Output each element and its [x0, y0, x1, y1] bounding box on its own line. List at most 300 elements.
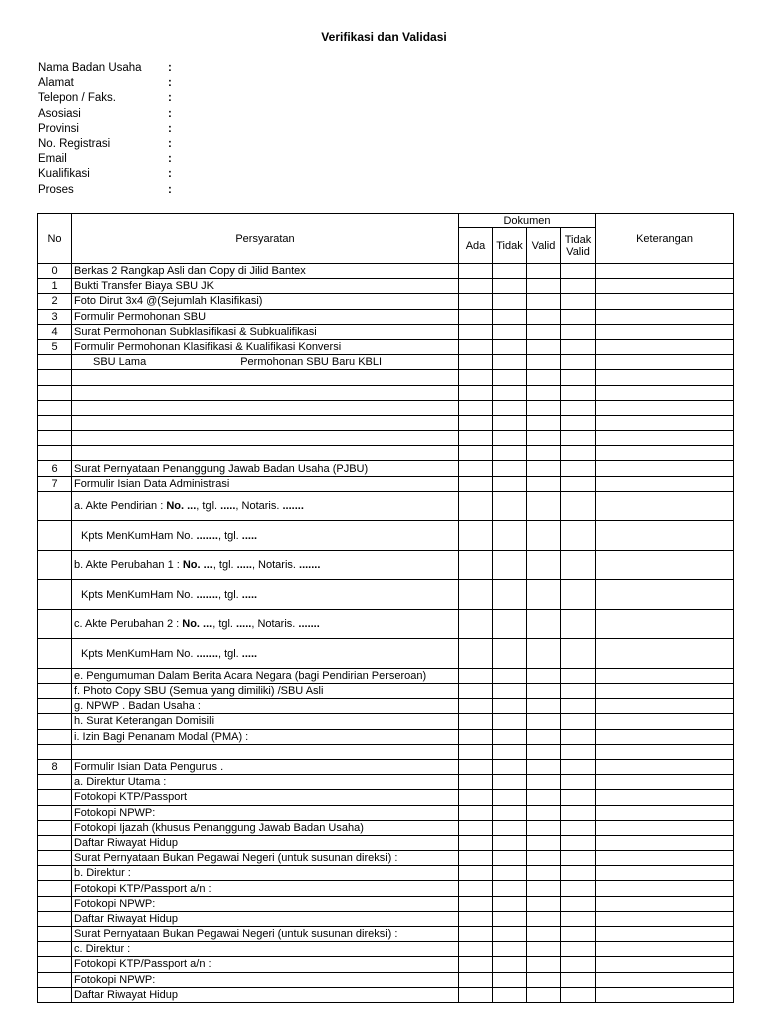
blank-requirement[interactable] [72, 744, 459, 759]
check-valid[interactable] [527, 684, 561, 699]
table-row [38, 896, 734, 911]
check-ada[interactable] [459, 415, 493, 430]
check-valid[interactable] [527, 714, 561, 729]
check-valid[interactable] [527, 355, 561, 370]
check-tidak[interactable] [493, 775, 527, 790]
kpts-tgl-label: , tgl. [217, 529, 242, 542]
check-tidak-valid[interactable] [561, 521, 596, 551]
check-valid[interactable] [527, 759, 561, 774]
check-tidak-valid[interactable] [561, 851, 596, 866]
check-ada[interactable] [459, 355, 493, 370]
info-row-provinsi [38, 122, 172, 137]
check-valid[interactable] [527, 790, 561, 805]
info-label: Proses [38, 183, 74, 196]
info-label: Kualifikasi [38, 168, 90, 181]
akte-label: c. Akte Perubahan 2 : [74, 618, 183, 631]
akte-no: No. ... [182, 559, 213, 572]
check-tidak[interactable] [493, 851, 527, 866]
keterangan-cell[interactable] [596, 415, 734, 430]
check-valid[interactable] [527, 927, 561, 942]
check-ada[interactable] [459, 699, 493, 714]
check-tidak[interactable] [493, 668, 527, 683]
check-valid[interactable] [527, 264, 561, 279]
keterangan-cell[interactable] [596, 987, 734, 1002]
check-tidak-valid[interactable] [561, 972, 596, 987]
check-tidak[interactable] [493, 491, 527, 521]
row-no [38, 415, 72, 430]
check-valid[interactable] [527, 729, 561, 744]
row-requirement: Fotokopi NPWP: [72, 805, 459, 820]
check-tidak[interactable] [493, 309, 527, 324]
row-no: 5 [38, 339, 72, 354]
company-info-section [38, 61, 172, 198]
check-valid[interactable] [527, 957, 561, 972]
check-tidak[interactable] [493, 550, 527, 580]
table-row-blank [38, 431, 734, 446]
check-tidak[interactable] [493, 805, 527, 820]
blank-requirement[interactable] [72, 385, 459, 400]
keterangan-cell[interactable] [596, 911, 734, 926]
blank-requirement[interactable] [72, 370, 459, 385]
check-ada[interactable] [459, 942, 493, 957]
akte-perubahan-2-cell [72, 609, 459, 639]
table-row-blank [38, 744, 734, 759]
check-tidak[interactable] [493, 324, 527, 339]
check-tidak[interactable] [493, 927, 527, 942]
check-ada[interactable] [459, 835, 493, 850]
check-tidak-valid[interactable] [561, 668, 596, 683]
check-valid[interactable] [527, 580, 561, 610]
check-ada[interactable] [459, 775, 493, 790]
check-tidak[interactable] [493, 339, 527, 354]
sbu-baru-label: Permohonan SBU Baru KBLI [240, 356, 383, 369]
check-valid[interactable] [527, 851, 561, 866]
row-no [38, 729, 72, 744]
check-tidak-valid[interactable] [561, 476, 596, 491]
check-tidak-valid[interactable] [561, 446, 596, 461]
check-ada[interactable] [459, 446, 493, 461]
check-valid[interactable] [527, 446, 561, 461]
row-no: 2 [38, 294, 72, 309]
check-ada[interactable] [459, 309, 493, 324]
check-tidak[interactable] [493, 639, 527, 669]
check-valid[interactable] [527, 431, 561, 446]
check-valid[interactable] [527, 805, 561, 820]
check-tidak-valid[interactable] [561, 835, 596, 850]
check-tidak[interactable] [493, 684, 527, 699]
info-colon: : [168, 62, 172, 74]
check-tidak[interactable] [493, 729, 527, 744]
check-valid[interactable] [527, 866, 561, 881]
check-valid[interactable] [527, 415, 561, 430]
check-valid[interactable] [527, 491, 561, 521]
info-colon: : [168, 183, 172, 196]
check-tidak-valid[interactable] [561, 580, 596, 610]
check-tidak[interactable] [493, 264, 527, 279]
akte-tgl-value: ..... [220, 500, 236, 513]
check-tidak-valid[interactable] [561, 491, 596, 521]
keterangan-cell[interactable] [596, 550, 734, 580]
akte-notaris-value: ....... [298, 618, 320, 631]
check-ada[interactable] [459, 790, 493, 805]
row-no [38, 820, 72, 835]
check-ada[interactable] [459, 957, 493, 972]
check-valid[interactable] [527, 668, 561, 683]
keterangan-cell[interactable] [596, 339, 734, 354]
row-no [38, 370, 72, 385]
row-requirement: Formulir Isian Data Administrasi [72, 476, 459, 491]
keterangan-cell[interactable] [596, 927, 734, 942]
check-valid[interactable] [527, 550, 561, 580]
check-tidak-valid[interactable] [561, 309, 596, 324]
keterangan-cell[interactable] [596, 400, 734, 415]
check-tidak[interactable] [493, 790, 527, 805]
check-tidak[interactable] [493, 820, 527, 835]
keterangan-cell[interactable] [596, 866, 734, 881]
check-valid[interactable] [527, 775, 561, 790]
check-valid[interactable] [527, 942, 561, 957]
check-tidak[interactable] [493, 957, 527, 972]
check-tidak[interactable] [493, 294, 527, 309]
row-no [38, 835, 72, 850]
check-ada[interactable] [459, 279, 493, 294]
check-ada[interactable] [459, 729, 493, 744]
check-valid[interactable] [527, 294, 561, 309]
check-valid[interactable] [527, 370, 561, 385]
sbu-header-cell [72, 355, 459, 370]
keterangan-cell[interactable] [596, 446, 734, 461]
header-tidak: Tidak [493, 228, 527, 264]
check-ada[interactable] [459, 431, 493, 446]
row-no [38, 699, 72, 714]
keterangan-cell[interactable] [596, 639, 734, 669]
kpts-label: Kpts MenKumHam No. [81, 588, 197, 601]
check-tidak-valid[interactable] [561, 729, 596, 744]
row-no [38, 431, 72, 446]
check-tidak[interactable] [493, 866, 527, 881]
check-valid[interactable] [527, 699, 561, 714]
check-tidak-valid[interactable] [561, 744, 596, 759]
keterangan-cell[interactable] [596, 759, 734, 774]
check-tidak[interactable] [493, 911, 527, 926]
info-label: Provinsi [38, 122, 79, 135]
check-tidak-valid[interactable] [561, 431, 596, 446]
info-row-email [38, 152, 172, 167]
check-tidak[interactable] [493, 521, 527, 551]
check-valid[interactable] [527, 881, 561, 896]
blank-requirement[interactable] [72, 400, 459, 415]
keterangan-cell[interactable] [596, 851, 734, 866]
table-row-akte-pendirian [38, 491, 734, 521]
row-no [38, 744, 72, 759]
check-tidak[interactable] [493, 609, 527, 639]
check-tidak[interactable] [493, 972, 527, 987]
keterangan-cell[interactable] [596, 580, 734, 610]
check-tidak[interactable] [493, 580, 527, 610]
keterangan-cell[interactable] [596, 324, 734, 339]
check-tidak[interactable] [493, 370, 527, 385]
check-ada[interactable] [459, 668, 493, 683]
row-requirement: Formulir Isian Data Pengurus . [72, 759, 459, 774]
check-tidak-valid[interactable] [561, 927, 596, 942]
check-tidak-valid[interactable] [561, 759, 596, 774]
table-row [38, 294, 734, 309]
keterangan-cell[interactable] [596, 279, 734, 294]
check-tidak[interactable] [493, 744, 527, 759]
check-ada[interactable] [459, 927, 493, 942]
check-tidak-valid[interactable] [561, 957, 596, 972]
row-no [38, 668, 72, 683]
keterangan-cell[interactable] [596, 896, 734, 911]
keterangan-cell[interactable] [596, 881, 734, 896]
check-ada[interactable] [459, 820, 493, 835]
check-tidak-valid[interactable] [561, 385, 596, 400]
check-ada[interactable] [459, 370, 493, 385]
check-tidak[interactable] [493, 279, 527, 294]
check-tidak[interactable] [493, 446, 527, 461]
keterangan-cell[interactable] [596, 431, 734, 446]
table-row [38, 957, 734, 972]
check-valid[interactable] [527, 639, 561, 669]
check-valid[interactable] [527, 461, 561, 476]
check-ada[interactable] [459, 385, 493, 400]
check-tidak-valid[interactable] [561, 714, 596, 729]
check-valid[interactable] [527, 835, 561, 850]
info-colon: : [168, 77, 172, 90]
check-tidak-valid[interactable] [561, 461, 596, 476]
keterangan-cell[interactable] [596, 355, 734, 370]
check-tidak[interactable] [493, 896, 527, 911]
check-tidak-valid[interactable] [561, 550, 596, 580]
check-ada[interactable] [459, 866, 493, 881]
check-tidak-valid[interactable] [561, 339, 596, 354]
check-ada[interactable] [459, 521, 493, 551]
blank-requirement[interactable] [72, 431, 459, 446]
keterangan-cell[interactable] [596, 370, 734, 385]
akte-no: No. ... [182, 618, 213, 631]
check-ada[interactable] [459, 461, 493, 476]
blank-requirement[interactable] [72, 415, 459, 430]
akte-tgl-label: , tgl. [196, 500, 221, 513]
check-valid[interactable] [527, 911, 561, 926]
check-ada[interactable] [459, 987, 493, 1002]
check-tidak-valid[interactable] [561, 699, 596, 714]
check-ada[interactable] [459, 881, 493, 896]
row-requirement: Surat Permohonan Subklasifikasi & Subkualifikasi [72, 324, 459, 339]
check-ada[interactable] [459, 851, 493, 866]
check-ada[interactable] [459, 896, 493, 911]
check-ada[interactable] [459, 714, 493, 729]
check-tidak-valid[interactable] [561, 820, 596, 835]
header-dokumen: Dokumen [459, 214, 596, 228]
row-no [38, 609, 72, 639]
check-valid[interactable] [527, 400, 561, 415]
check-valid[interactable] [527, 609, 561, 639]
check-ada[interactable] [459, 759, 493, 774]
check-tidak-valid[interactable] [561, 639, 596, 669]
row-requirement: Bukti Transfer Biaya SBU JK [72, 279, 459, 294]
row-no [38, 775, 72, 790]
table-row [38, 881, 734, 896]
check-ada[interactable] [459, 580, 493, 610]
check-tidak-valid[interactable] [561, 279, 596, 294]
check-tidak[interactable] [493, 942, 527, 957]
check-tidak[interactable] [493, 415, 527, 430]
check-tidak-valid[interactable] [561, 324, 596, 339]
keterangan-cell[interactable] [596, 972, 734, 987]
check-ada[interactable] [459, 911, 493, 926]
check-valid[interactable] [527, 896, 561, 911]
keterangan-cell[interactable] [596, 385, 734, 400]
keterangan-cell[interactable] [596, 668, 734, 683]
table-row [38, 987, 734, 1002]
check-valid[interactable] [527, 521, 561, 551]
check-ada[interactable] [459, 264, 493, 279]
info-row-asosiasi [38, 107, 172, 122]
check-tidak-valid[interactable] [561, 911, 596, 926]
table-row-blank [38, 385, 734, 400]
kpts-tgl-value: ..... [241, 588, 258, 601]
info-label: Alamat [38, 77, 74, 90]
check-ada[interactable] [459, 972, 493, 987]
row-no [38, 446, 72, 461]
check-tidak-valid[interactable] [561, 866, 596, 881]
row-no: 3 [38, 309, 72, 324]
check-tidak-valid[interactable] [561, 896, 596, 911]
table-row [38, 461, 734, 476]
check-ada[interactable] [459, 324, 493, 339]
check-tidak[interactable] [493, 881, 527, 896]
check-tidak[interactable] [493, 699, 527, 714]
check-tidak[interactable] [493, 714, 527, 729]
check-tidak[interactable] [493, 431, 527, 446]
keterangan-cell[interactable] [596, 744, 734, 759]
check-valid[interactable] [527, 279, 561, 294]
keterangan-cell[interactable] [596, 835, 734, 850]
check-tidak-valid[interactable] [561, 881, 596, 896]
row-requirement: f. Photo Copy SBU (Semua yang dimiliki) /SBU Asli [72, 684, 459, 699]
check-ada[interactable] [459, 609, 493, 639]
keterangan-cell[interactable] [596, 699, 734, 714]
row-no [38, 866, 72, 881]
check-ada[interactable] [459, 744, 493, 759]
keterangan-cell[interactable] [596, 942, 734, 957]
keterangan-cell[interactable] [596, 790, 734, 805]
check-tidak-valid[interactable] [561, 775, 596, 790]
row-no [38, 684, 72, 699]
check-tidak-valid[interactable] [561, 415, 596, 430]
row-requirement: g. NPWP . Badan Usaha : [72, 699, 459, 714]
check-tidak-valid[interactable] [561, 790, 596, 805]
table-row [38, 805, 734, 820]
table-row [38, 264, 734, 279]
check-tidak-valid[interactable] [561, 355, 596, 370]
check-tidak[interactable] [493, 400, 527, 415]
keterangan-cell[interactable] [596, 264, 734, 279]
akte-tgl-label: , tgl. [212, 618, 237, 631]
check-valid[interactable] [527, 820, 561, 835]
check-ada[interactable] [459, 339, 493, 354]
check-valid[interactable] [527, 385, 561, 400]
check-ada[interactable] [459, 294, 493, 309]
keterangan-cell[interactable] [596, 491, 734, 521]
sbu-lama-label: SBU Lama [93, 356, 147, 369]
keterangan-cell[interactable] [596, 775, 734, 790]
check-valid[interactable] [527, 972, 561, 987]
row-requirement: Fotokopi KTP/Passport a/n : [72, 957, 459, 972]
keterangan-cell[interactable] [596, 684, 734, 699]
info-row-telepon [38, 91, 172, 106]
row-requirement: Fotokopi KTP/Passport [72, 790, 459, 805]
info-row-registrasi [38, 137, 172, 152]
keterangan-cell[interactable] [596, 521, 734, 551]
check-valid[interactable] [527, 744, 561, 759]
check-tidak[interactable] [493, 476, 527, 491]
check-ada[interactable] [459, 639, 493, 669]
check-tidak-valid[interactable] [561, 400, 596, 415]
check-valid[interactable] [527, 476, 561, 491]
keterangan-cell[interactable] [596, 805, 734, 820]
check-ada[interactable] [459, 805, 493, 820]
keterangan-cell[interactable] [596, 476, 734, 491]
check-ada[interactable] [459, 684, 493, 699]
check-tidak[interactable] [493, 385, 527, 400]
check-ada[interactable] [459, 491, 493, 521]
keterangan-cell[interactable] [596, 729, 734, 744]
check-tidak[interactable] [493, 987, 527, 1002]
row-no [38, 805, 72, 820]
check-ada[interactable] [459, 476, 493, 491]
check-tidak-valid[interactable] [561, 942, 596, 957]
check-valid[interactable] [527, 987, 561, 1002]
check-tidak-valid[interactable] [561, 294, 596, 309]
keterangan-cell[interactable] [596, 309, 734, 324]
check-tidak[interactable] [493, 835, 527, 850]
row-requirement: a. Direktur Utama : [72, 775, 459, 790]
info-label: Telepon / Faks. [38, 92, 116, 105]
row-requirement: e. Pengumuman Dalam Berita Acara Negara (bagi Pendirian Perseroan) [72, 668, 459, 683]
row-no [38, 521, 72, 551]
check-valid[interactable] [527, 339, 561, 354]
check-tidak-valid[interactable] [561, 684, 596, 699]
keterangan-cell[interactable] [596, 820, 734, 835]
row-no [38, 927, 72, 942]
keterangan-cell[interactable] [596, 609, 734, 639]
check-ada[interactable] [459, 400, 493, 415]
check-ada[interactable] [459, 550, 493, 580]
check-tidak-valid[interactable] [561, 264, 596, 279]
row-no [38, 790, 72, 805]
akte-tgl-value: ..... [236, 618, 252, 631]
check-valid[interactable] [527, 324, 561, 339]
header-tidak-valid-line2: Valid [566, 245, 590, 258]
check-tidak[interactable] [493, 355, 527, 370]
page-title: Verifikasi dan Validasi [321, 30, 447, 44]
info-row-nama [38, 61, 172, 76]
check-tidak-valid[interactable] [561, 370, 596, 385]
check-tidak-valid[interactable] [561, 609, 596, 639]
check-tidak-valid[interactable] [561, 987, 596, 1002]
keterangan-cell[interactable] [596, 714, 734, 729]
check-tidak[interactable] [493, 461, 527, 476]
keterangan-cell[interactable] [596, 957, 734, 972]
check-valid[interactable] [527, 309, 561, 324]
check-tidak[interactable] [493, 759, 527, 774]
check-tidak-valid[interactable] [561, 805, 596, 820]
blank-requirement[interactable] [72, 446, 459, 461]
keterangan-cell[interactable] [596, 461, 734, 476]
keterangan-cell[interactable] [596, 294, 734, 309]
